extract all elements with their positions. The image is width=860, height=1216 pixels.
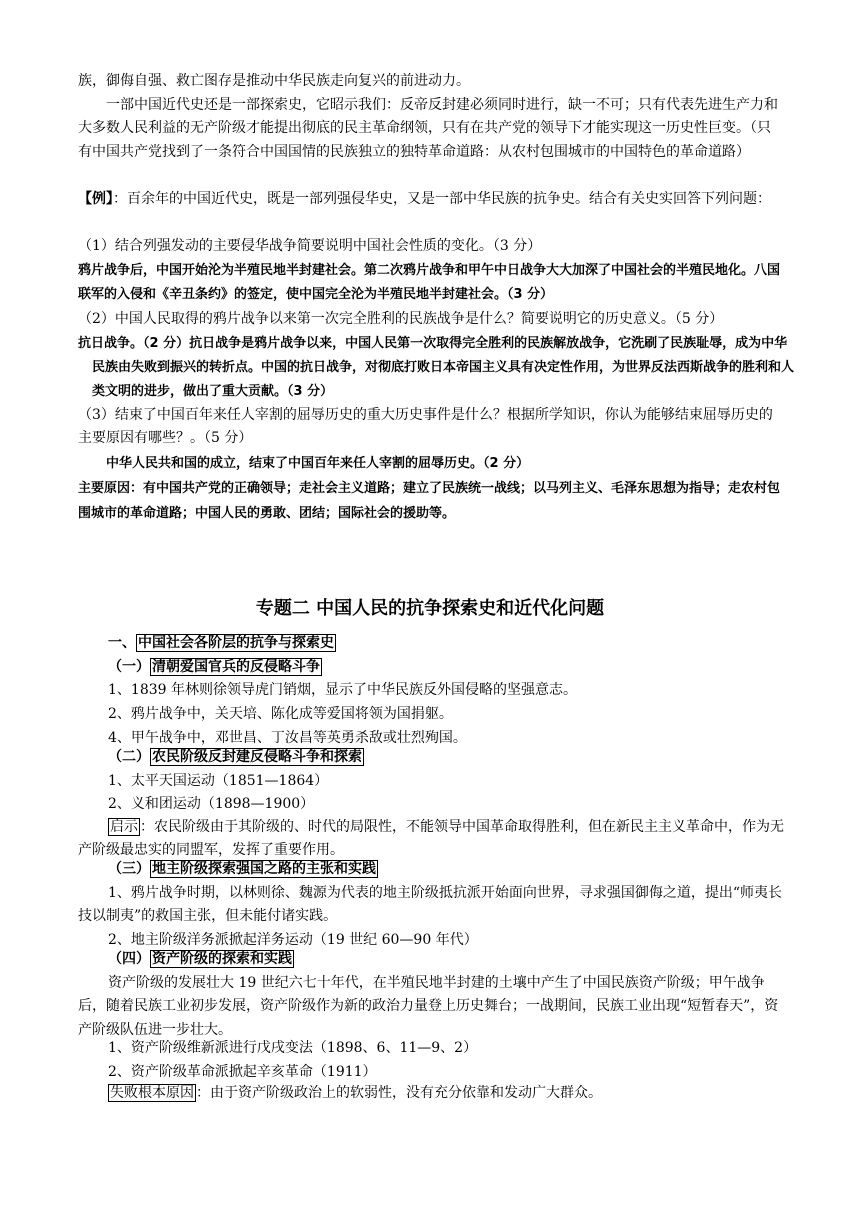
- list-item: 4、甲午战争中，邓世昌、丁汝昌等英勇杀敌或壮烈殉国。: [108, 730, 467, 746]
- subheading-1-boxed: 清朝爱国官兵的反侵略斗争: [152, 659, 320, 675]
- answer-3b: 主要原因：有中国共产党的正确领导；走社会主义道路；建立了民族统一战线；以马列主义、毛泽东思想为指导；走农村包围城市的革命道路；中国人民的勇敢、团结；国际社会的援助等。: [78, 481, 781, 521]
- subheading-2-prefix: （二）: [108, 749, 150, 765]
- insight-text: ：农民阶级由于其阶级的、时代的局限性，不能领导中国革命取得胜利，但在新民主主义革命中，作为无产阶级最忠实的同盟军，发挥了重要作用。: [78, 819, 784, 859]
- question-1: （1）结合列强发动的主要侵华战争简要说明中国社会性质的变化。（3 分）: [78, 238, 542, 254]
- subheading-4: [108, 948, 784, 971]
- list-item: 1、资产阶级维新派进行戊戌变法（1898、6、11—9、2）: [108, 1040, 478, 1056]
- intro-line: 族，御侮自强、救亡图存是推动中华民族走向复兴的前进动力。: [78, 73, 470, 89]
- subheading-3-prefix: （三）: [108, 861, 150, 877]
- subheading-2: [108, 746, 784, 769]
- heading-1-prefix: 一、: [108, 635, 136, 651]
- subheading-3: [108, 858, 784, 881]
- insight-label: 启示: [110, 819, 138, 835]
- subheading-1: [108, 656, 784, 679]
- example-paragraph: [78, 188, 784, 211]
- list-item: 2、鸦片战争中，关天培、陈化成等爱国将领为国捐躯。: [108, 706, 453, 722]
- intro-paragraph: 一部中国近代史还是一部探索史，它昭示我们：反帝反封建必须同时进行，缺一不可；只有代表先进生产力和大多数人民利益的无产阶级才能提出彻底的民主革命纲领，只有在共产党的领导下才能实现这一历史性巨变。（只有中国共产党找到了一条符合中国国情的民族独立的独特革命道路：从农村包围城市的中国特色的革命道路）: [78, 97, 778, 160]
- subheading-2-boxed: 农民阶级反封建反侵略斗争和探索: [152, 749, 362, 765]
- bourgeoisie-paragraph: 资产阶级的发展壮大 19 世纪六七十年代，在半殖民地半封建的土壤中产生了中国民族资产阶级；甲午战争后，随着民族工业初步发展，资产阶级作为新的政治力量登上历史舞台；一战期间，民族工业出现“短暂春天”，资产阶级队伍进一步壮大。: [78, 975, 779, 1038]
- question-2: （2）中国人民取得的鸦片战争以来第一次完全胜利的民族战争是什么？简要说明它的历史意义。（5 分）: [78, 311, 724, 327]
- heading-1: [108, 632, 784, 655]
- section-title: 专题二 中国人民的抗争探索史和近代化问题: [255, 598, 605, 619]
- question-3: （3）结束了中国百年来任人宰割的屈辱历史的重大历史事件是什么？根据所学知识，你认为能够结束屈辱历史的主要原因有哪些？。（5 分）: [78, 407, 773, 447]
- subheading-4-prefix: （四）: [108, 951, 150, 967]
- answer-2: 抗日战争。（2 分）抗日战争是鸦片战争以来，中国人民第一次取得完全胜利的民族解放战争，它洗刷了民族耻辱，成为中华民族由失败到振兴的转折点。中国的抗日战争，对彻底打败日本帝国主义具有决定性作用，为世界反法西斯战争的胜利和人类文明的进步，做出了重大贡献。（3 分）: [78, 336, 795, 399]
- list-item: 2、义和团运动（1898—1900）: [108, 796, 315, 812]
- list-item: 1、1839 年林则徐领导虎门销烟，显示了中华民族反外国侵略的坚强意志。: [108, 682, 577, 698]
- failure-cause: [108, 1082, 784, 1105]
- example-text: ：百余年的中国近代史，既是一部列强侵华史，又是一部中华民族的抗争史。结合有关史实回答下列问题：: [113, 191, 771, 207]
- subheading-3-boxed: 地主阶级探索强国之路的主张和实践: [152, 861, 376, 877]
- list-item: 2、资产阶级革命派掀起辛亥革命（1911）: [108, 1064, 377, 1080]
- list-item: 2、地主阶级洋务派掀起洋务运动（19 世纪 60—90 年代）: [108, 932, 478, 948]
- answer-3a: 中华人民共和国的成立，结束了中国百年来任人宰割的屈辱历史。（2 分）: [106, 456, 530, 471]
- heading-1-boxed: 中国社会各阶层的抗争与探索史: [138, 635, 334, 651]
- subheading-4-boxed: 资产阶级的探索和实践: [152, 951, 292, 967]
- failure-cause-text: ：由于资产阶级政治上的软弱性，没有充分依靠和发动广大群众。: [196, 1085, 602, 1101]
- list-item: 1、鸦片战争时期，以林则徐、魏源为代表的地主阶级抵抗派开始面向世界，寻求强国御侮之道，提出“师夷长技以制夷”的救国主张，但未能付诸实践。: [78, 885, 783, 925]
- example-tag: 【例】: [78, 191, 113, 207]
- list-item: 1、太平天国运动（1851—1864）: [108, 773, 329, 789]
- insight-paragraph: [78, 816, 784, 863]
- subheading-1-prefix: （一）: [108, 659, 150, 675]
- answer-1: 鸦片战争后，中国开始沦为半殖民地半封建社会。第二次鸦片战争和甲午中日战争大大加深了中国社会的半殖民地化。八国联军的入侵和《辛丑条约》的签定，使中国完全沦为半殖民地半封建社会。（3 分）: [78, 263, 781, 302]
- failure-cause-label: 失败根本原因: [110, 1085, 194, 1101]
